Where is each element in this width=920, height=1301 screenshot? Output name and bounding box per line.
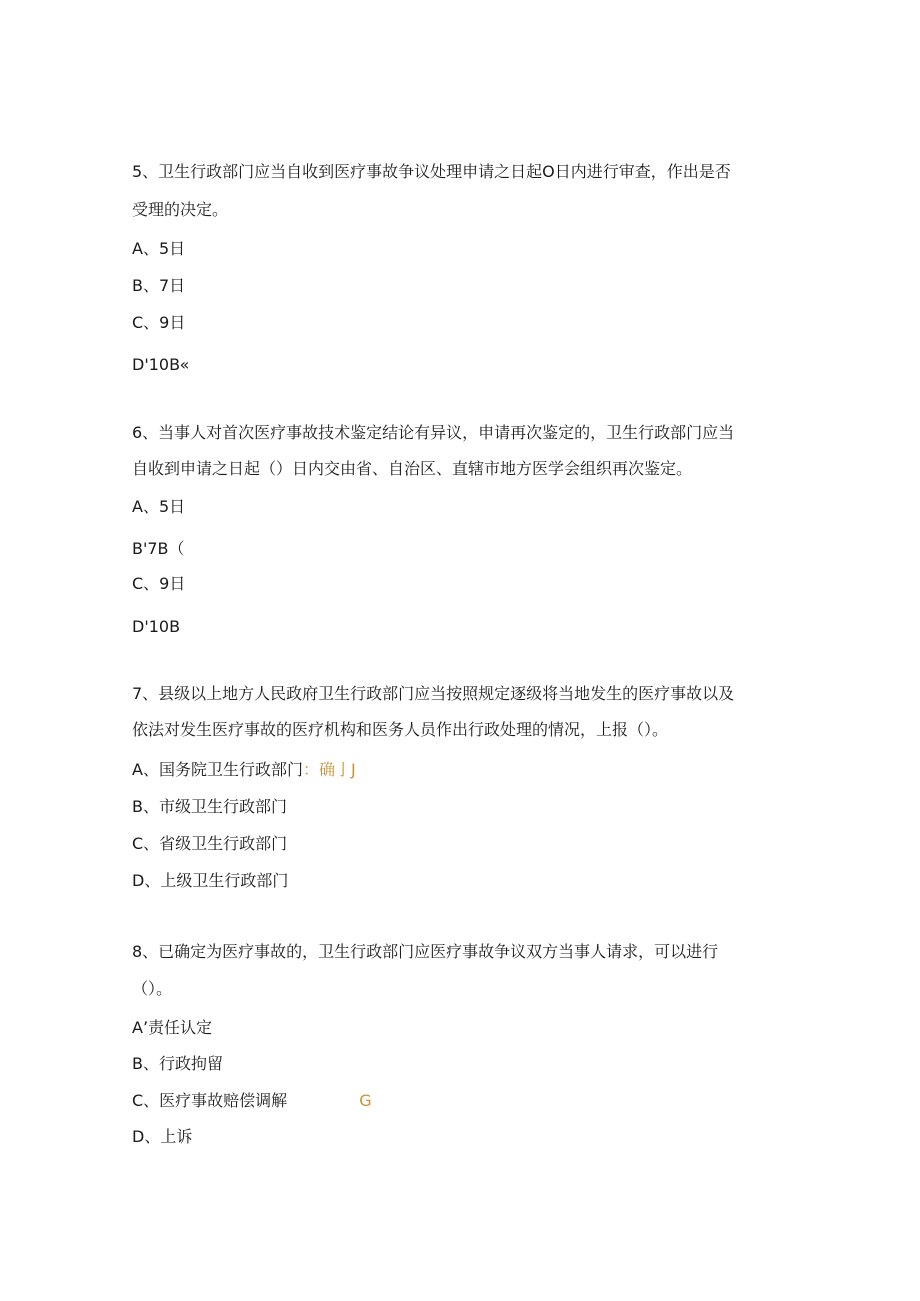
- question-6-option-c: C、9日: [132, 574, 186, 593]
- question-8-option-b: B、行政拘留: [132, 1054, 223, 1073]
- question-7-option-b: B、市级卫生行政部门: [132, 797, 287, 816]
- question-5-option-b: B、7日: [132, 276, 186, 295]
- question-6-option-b: B'7B（: [132, 539, 185, 558]
- question-5-option-c: C、9日: [132, 313, 186, 332]
- question-8-annotation: G: [359, 1091, 372, 1110]
- question-6-option-d: D'10B: [132, 617, 181, 636]
- question-7-annotation: ：确亅J: [302, 760, 356, 779]
- question-8-stem-line-2: （）。: [132, 979, 173, 998]
- question-8-stem-line-1: 8、已确定为医疗事故的，卫生行政部门应医疗事故争议双方当事人请求，可以进行: [132, 942, 719, 961]
- question-8-option-c-row: [132, 1091, 372, 1111]
- question-5-option-d: D'10B«: [132, 355, 190, 374]
- question-7-option-d: D、上级卫生行政部门: [132, 871, 289, 890]
- question-7-stem-line-1: 7、县级以上地方人民政府卫生行政部门应当按照规定逐级将当地发生的医疗事故以及: [132, 684, 735, 703]
- question-6-option-a: A、5日: [132, 497, 186, 516]
- question-8-option-a: A’责任认定: [132, 1018, 213, 1037]
- question-5-stem-line-2: 受理的决定。: [132, 200, 229, 219]
- question-6-stem-line-1: 6、当事人对首次医疗事故技术鉴定结论有异议，申请再次鉴定的，卫生行政部门应当: [132, 423, 735, 442]
- question-8-option-c: C、医疗事故赔偿调解: [132, 1091, 288, 1110]
- question-5-option-a: A、5日: [132, 239, 186, 258]
- question-8-option-d: D、上诉: [132, 1127, 193, 1146]
- question-5-stem-line-1: 5、卫生行政部门应当自收到医疗事故争议处理申请之日起O日内进行审查，作出是否: [132, 162, 731, 181]
- question-7-option-a-row: [132, 760, 356, 780]
- question-7-option-c: C、省级卫生行政部门: [132, 834, 288, 853]
- question-6-stem-line-2: 自收到申请之日起（）日内交由省、自治区、直辖市地方医学会组织再次鉴定。: [132, 459, 693, 478]
- question-7-option-a: A、国务院卫生行政部门: [132, 760, 303, 779]
- question-7-stem-line-2: 依法对发生医疗事故的医疗机构和医务人员作出行政处理的情况，上报（）。: [132, 720, 669, 739]
